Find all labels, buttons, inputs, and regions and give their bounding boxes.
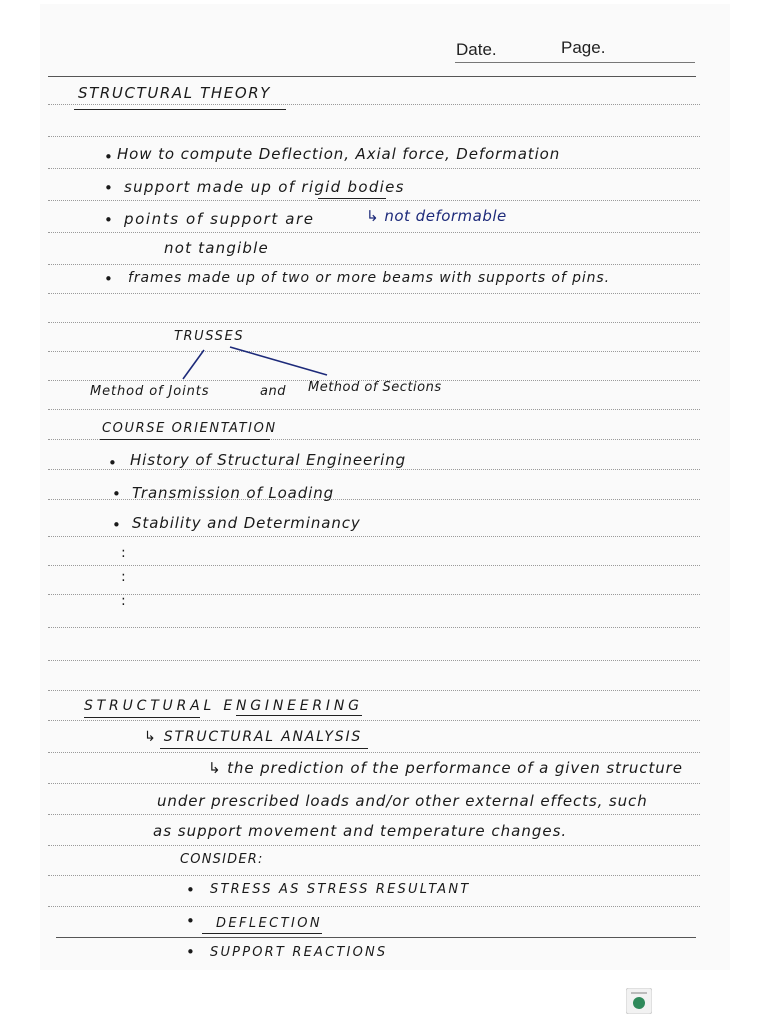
not-deformable-note: ↳ not deformable xyxy=(366,207,507,225)
rigid-bodies-underline xyxy=(318,198,386,199)
not-tangible-text: not tangible xyxy=(164,239,269,257)
ruled-line xyxy=(48,136,700,137)
ruled-line xyxy=(48,752,700,753)
bullet-text: frames made up of two or more beams with supports of pins. xyxy=(128,270,610,286)
bullet: • xyxy=(104,270,114,288)
se-underline-2 xyxy=(236,715,362,716)
structural-analysis-heading: ↳ STRUCTURAL ANALYSIS xyxy=(144,729,363,745)
course-orientation-heading: COURSE ORIENTATION xyxy=(102,421,277,436)
consider-item: DEFLECTION xyxy=(216,916,322,931)
deflection-underline xyxy=(202,933,322,934)
ruled-line xyxy=(48,690,700,691)
ruled-line xyxy=(48,906,700,907)
bullet: • xyxy=(104,179,114,197)
ellipsis-dots: : xyxy=(121,545,127,561)
header-rule xyxy=(48,76,696,77)
ruled-line xyxy=(48,351,700,352)
ruled-line xyxy=(48,565,700,566)
ruled-line xyxy=(48,104,700,105)
definition-line: as support movement and temperature changes. xyxy=(153,822,568,840)
sa-underline xyxy=(160,748,368,749)
page-label: Page. xyxy=(561,38,606,57)
ruled-line xyxy=(48,168,700,169)
definition-line: ↳ the prediction of the performance of a given structure xyxy=(208,759,683,777)
bullet: • xyxy=(104,211,114,229)
trusses-label: TRUSSES xyxy=(174,329,245,344)
header-rule-short xyxy=(455,62,695,63)
title-underline xyxy=(74,109,286,110)
orientation-item: Transmission of Loading xyxy=(132,484,335,502)
consider-item: STRESS AS STRESS RESULTANT xyxy=(210,882,471,897)
ruled-line xyxy=(48,322,700,323)
method-of-joints: Method of Joints xyxy=(90,384,210,399)
bullet: • xyxy=(104,148,114,166)
ruled-line xyxy=(48,536,700,537)
ellipsis-dots: : xyxy=(121,569,127,585)
ellipsis-dots: : xyxy=(121,593,127,609)
date-label: Date. xyxy=(456,40,497,59)
camscanner-logo-icon xyxy=(626,988,652,1014)
ruled-line xyxy=(48,594,700,595)
consider-item: SUPPORT REACTIONS xyxy=(210,945,388,960)
ruled-line xyxy=(48,660,700,661)
bullet: • xyxy=(186,881,196,899)
bullet-text: How to compute Deflection, Axial force, Deformation xyxy=(117,145,561,163)
and-word: and xyxy=(260,384,286,399)
section-title-structural-theory: STRUCTURAL THEORY xyxy=(78,84,272,102)
ruled-line xyxy=(48,409,700,410)
ruled-line xyxy=(48,627,700,628)
ruled-line xyxy=(48,293,700,294)
ruled-line xyxy=(48,200,700,201)
definition-line: under prescribed loads and/or other external effects, such xyxy=(157,792,648,810)
method-of-sections: Method of Sections xyxy=(308,380,442,395)
ruled-line xyxy=(48,814,700,815)
ruled-line xyxy=(48,469,700,470)
orientation-item: History of Structural Engineering xyxy=(130,451,407,469)
bullet: • xyxy=(112,485,122,503)
ruled-line xyxy=(48,783,700,784)
ruled-line xyxy=(48,264,700,265)
bottom-rule xyxy=(56,937,696,938)
ruled-line xyxy=(48,232,700,233)
bullet: • xyxy=(112,516,122,534)
bullet: • xyxy=(186,912,196,930)
structural-engineering-heading: STRUCTURAL ENGINEERING xyxy=(84,698,363,714)
ruled-line xyxy=(48,875,700,876)
ruled-line xyxy=(48,720,700,721)
bullet: • xyxy=(108,454,118,472)
bullet-text: support made up of rigid bodies xyxy=(124,178,405,196)
bullet-text: points of support are xyxy=(124,210,315,228)
orientation-item: Stability and Determinancy xyxy=(132,514,361,532)
consider-label: CONSIDER: xyxy=(180,852,264,867)
ruled-line xyxy=(48,845,700,846)
course-orientation-underline xyxy=(100,439,270,440)
se-underline xyxy=(84,717,200,718)
bullet: • xyxy=(186,943,196,961)
